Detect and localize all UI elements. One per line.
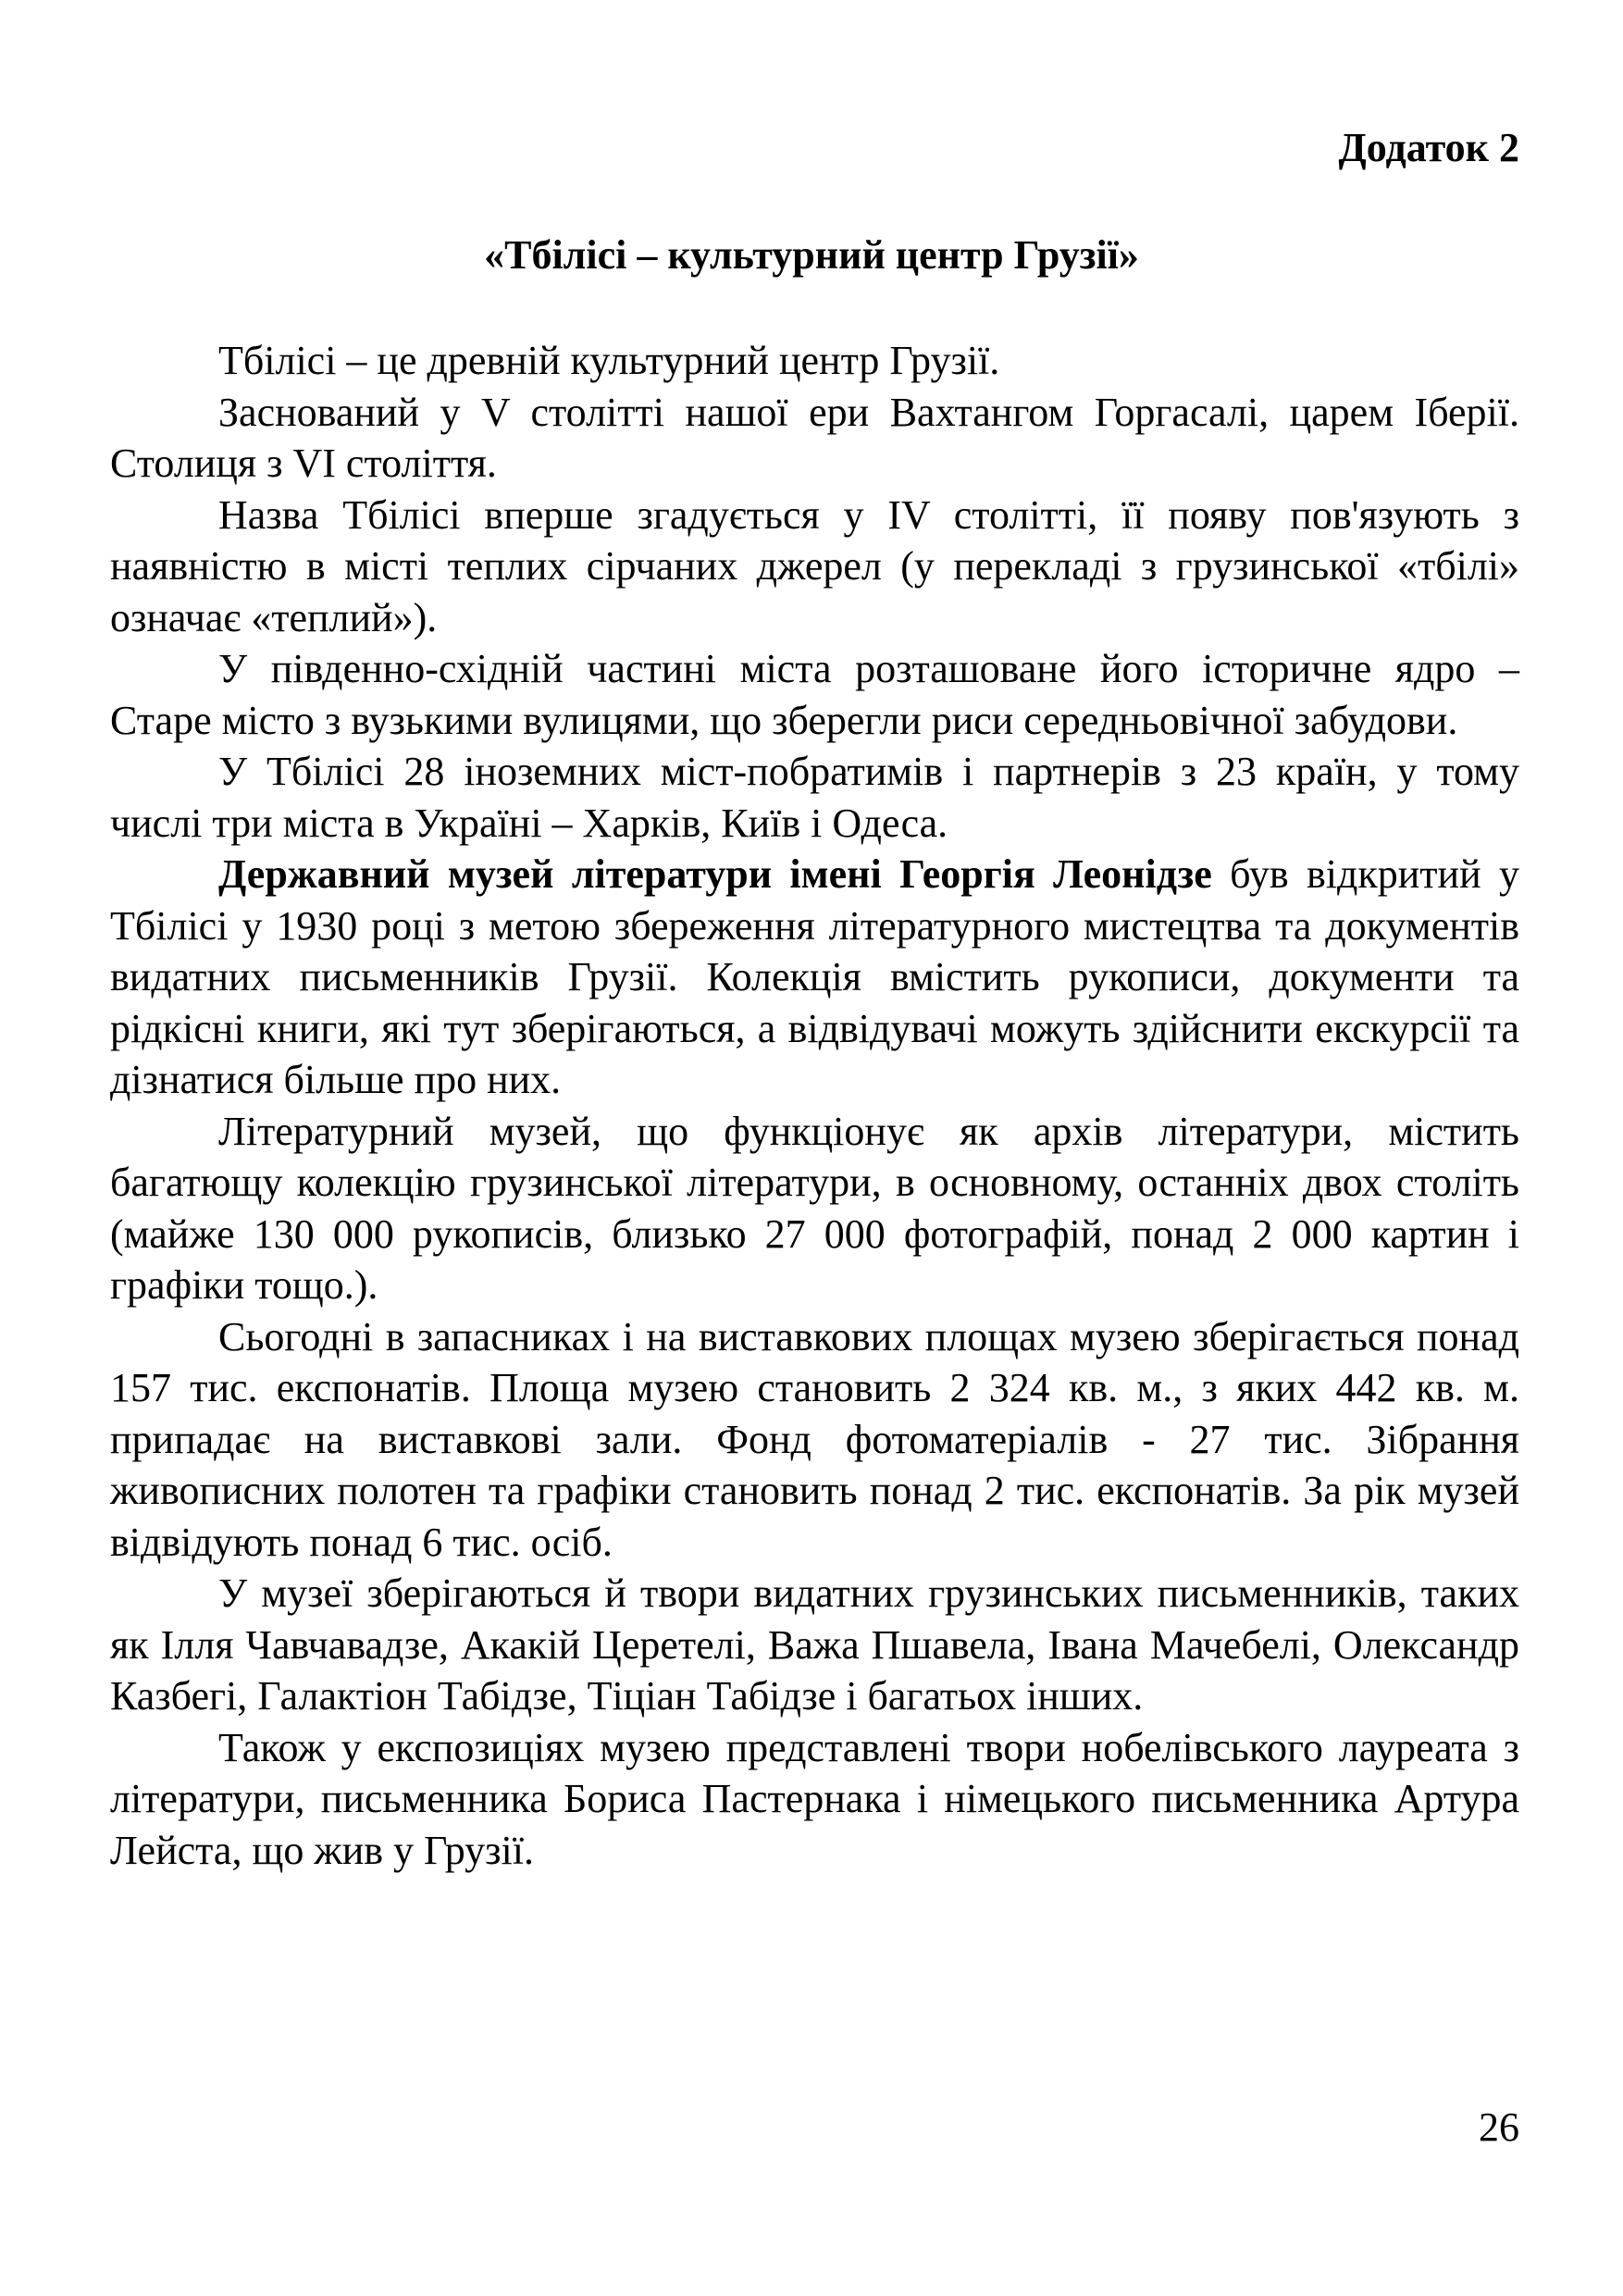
paragraph (110, 387, 1519, 490)
body-text (110, 335, 1519, 1876)
paragraph (110, 1722, 1519, 1877)
paragraph-text: У музеї зберігаються й твори видатних грузинських письменників, таких як Ілля Чавчавадзе, Акакій Церетелі, Важа Пшавела, Івана Мачебелі, Олександр Казбегі, Галактіон Табідзе, Тіціан Табідзе і багатьох інших. (110, 1570, 1519, 1719)
paragraph (110, 1311, 1519, 1569)
paragraph-text: Також у експозиціях музею представлені твори нобелівського лауреата з літератури, письменника Бориса Пастернака і німецького письменника Артура Лейста, що жив у Грузії. (110, 1724, 1519, 1873)
paragraph (110, 1568, 1519, 1722)
paragraph-text: був відкритий у Тбілісі у 1930 році з метою збереження літературного мистецтва та документів видатних письменників Грузії. Колекція вмістить рукописи, документи та рідкісні книги, які тут зберігаються, а відвідувачі можуть здійснити екскурсії та дізнатися більше про них. (110, 851, 1519, 1102)
paragraph (110, 643, 1519, 746)
page-number: 26 (1479, 2104, 1519, 2150)
paragraph-text: Назва Тбілісі вперше згадується у IV столітті, її появу пов'язують з наявністю в місті теплих сірчаних джерел (у перекладі з грузинської «тбілі» означає «теплий»). (110, 491, 1519, 640)
paragraph-text: Сьогодні в запасниках і на виставкових площах музею зберігається понад 157 тис. експонатів. Площа музею становить 2 324 кв. м., з яких 442 кв. м. припадає на виставкові зали. Фонд фотоматеріалів - 27 тис. Зібрання живописних полотен та графіки становить понад 2 тис. експонатів. За рік музей відвідують понад 6 тис. осіб. (110, 1313, 1519, 1565)
appendix-label: Додаток 2 (1338, 125, 1519, 170)
paragraph-text: У Тбілісі 28 іноземних міст-побратимів і партнерів з 23 країн, у тому числі три міста в Україні – Харків, Київ і Одеса. (110, 749, 1519, 846)
paragraph (110, 849, 1519, 1106)
paragraph-text: У південно-східній частині міста розташоване його історичне ядро – Старе місто з вузькими вулицями, що зберегли риси середньовічної забудови. (110, 646, 1519, 743)
paragraph-text: Літературний музей, що функціонує як архів літератури, містить багатющу колекцію грузинської літератури, в основному, останніх двох століть (майже 130 000 рукописів, близько 27 000 фотографій, понад 2 000 картин і графіки тощо.). (110, 1108, 1519, 1308)
paragraph (110, 1106, 1519, 1311)
museum-name-bold: Державний музей літератури імені Георгія Леонідзе (218, 851, 1212, 897)
paragraph (110, 490, 1519, 644)
paragraph (110, 335, 1519, 387)
paragraph-text: Заснований у V столітті нашої ери Вахтангом Горгасалі, царем Іберії. Столиця з VI століття. (110, 389, 1519, 486)
document-title: «Тбілісі – культурний центр Грузії» (484, 232, 1139, 278)
paragraph (110, 746, 1519, 849)
paragraph-text: Тбілісі – це древній культурний центр Грузії. (218, 338, 1000, 383)
